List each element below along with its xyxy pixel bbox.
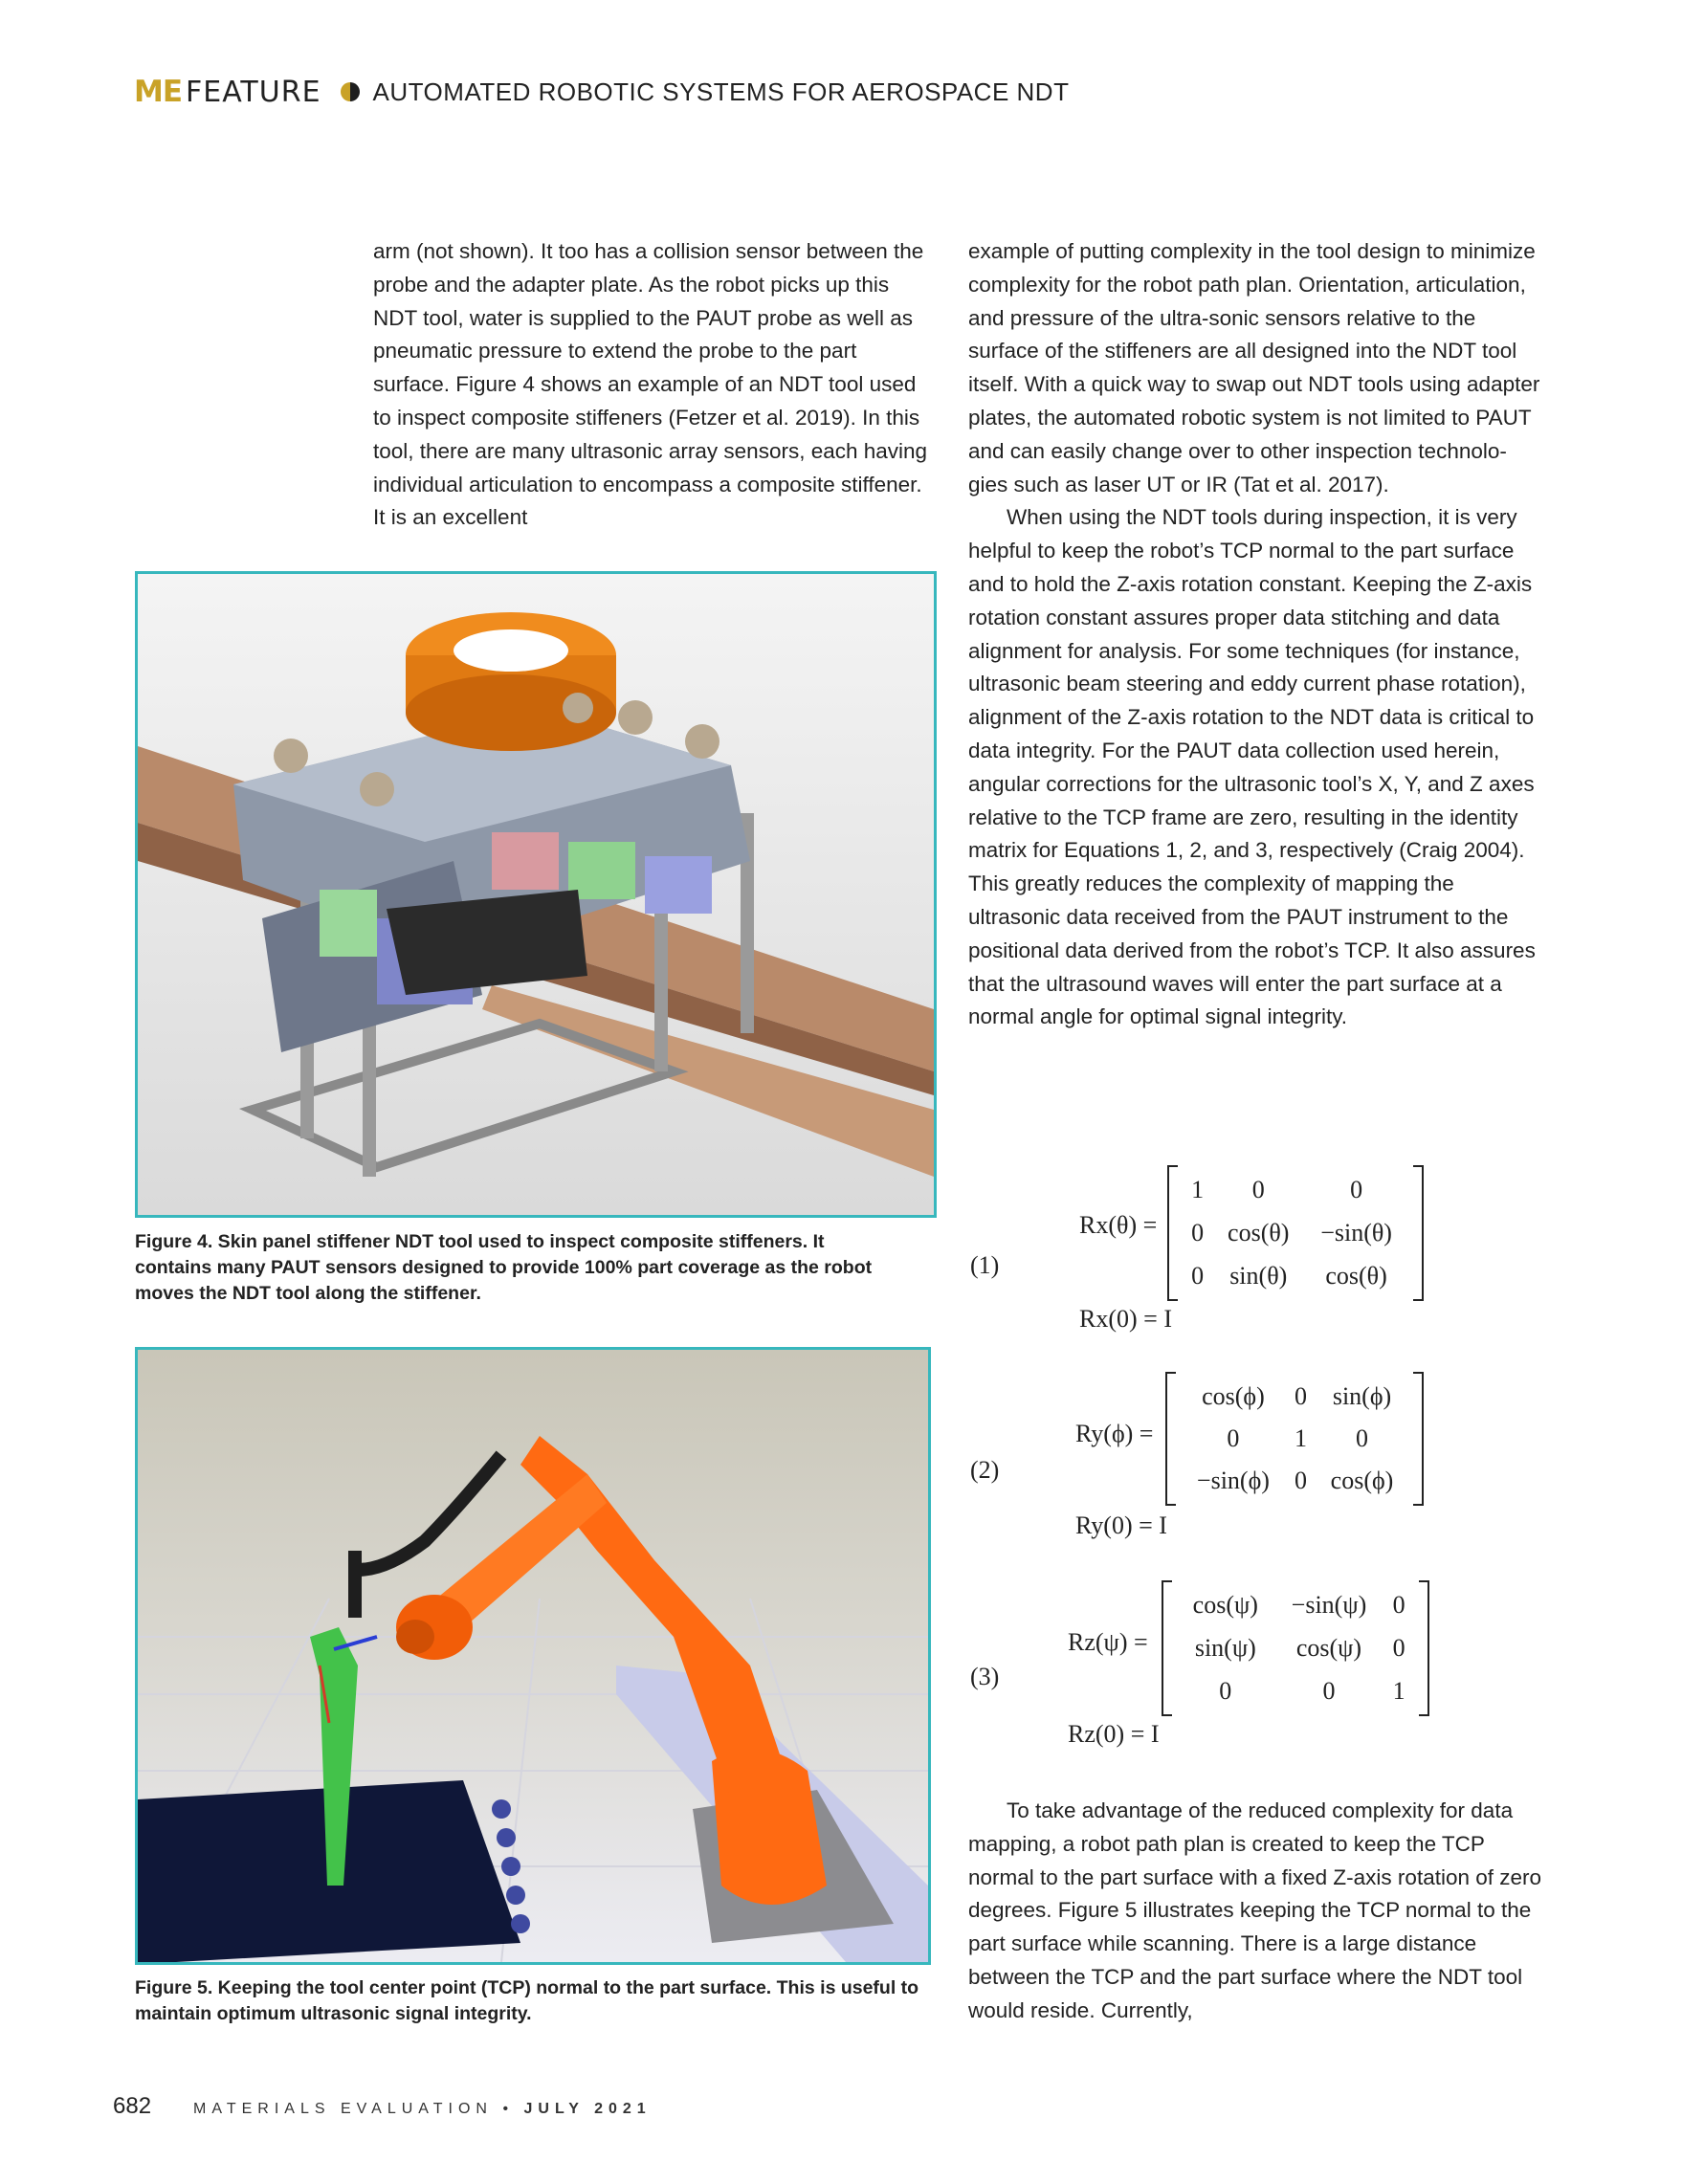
body-paragraph: example of putting complexity in the tool design to minimize complexity for the robot path plan. Orientation, articulation, and pressure of the ultra-sonic sensors relative to the surface of the stiffeners are all designed into the NDT tool itself. With a quick way to swap out NDT tools using adapter plates, the automated robotic system is not limited to PAUT and can easily change over to other inspection technolo-gies such as laser UT or IR (Tat et al. 2017).: [968, 239, 1540, 496]
matrix-cell: 0: [1392, 1591, 1405, 1620]
matrix-cell: 0: [1392, 1633, 1405, 1662]
matrix-cell: −sin(ϕ): [1196, 1467, 1270, 1494]
matrix-right-bracket: [1413, 1372, 1424, 1506]
body-paragraph: arm (not shown). It too has a collision sensor between the probe and the adapter plate. As the robot picks up this NDT tool, water is supplied to the PAUT probe as well as pneumatic pressure to extend the probe to the part surface. Figure 4 shows an example of an NDT tool used to inspect composite stiffeners (Fetzer et al. 2019). In this tool, there are many ultrasonic array sensors, each having individual articulation to encompass a composite stiffener. It is an excellent: [373, 239, 928, 530]
matrix-cell: 0: [1350, 1176, 1363, 1204]
equation-1-lhs: Rx(θ) =: [1079, 1211, 1158, 1239]
matrix-cell: 0: [1294, 1382, 1307, 1410]
body-paragraph: When using the NDT tools during inspection, it is very helpful to keep the robot’s TCP normal to the part surface and to hold the Z-axis rotation constant. Keeping the Z-axis rotation constant assures proper data stitching and data alignment for analysis. For some techniques (for instance, ultrasonic beam steering and eddy current phase rotation), alignment of the Z-axis rotation to the NDT data is critical to data integrity. For the PAUT data collection used herein, angular corrections for the ultrasonic tool’s X, Y, and Z axes relative to the TCP frame are zero, resulting in the identity matrix for Equations 1, 2, and 3, respectively (Craig 2004). This greatly reduces the complexity of mapping the ultrasonic data received from the PAUT instrument to the positional data derived from the robot’s TCP. It also assures that the ultrasound waves will enter the part surface at a normal angle for optimal signal integrity.: [968, 505, 1536, 1029]
matrix-left-bracket: [1167, 1165, 1178, 1301]
matrix-cell: 1: [1191, 1176, 1205, 1204]
equation-3-number: (3): [970, 1663, 1000, 1690]
issue-date: JULY 2021: [523, 2101, 652, 2117]
figure-4-image: [135, 571, 937, 1218]
figure-4-caption: Figure 4. Skin panel stiffener NDT tool used to inspect composite stiffeners. It contains many PAUT sensors designed to provide 100% part coverage as the robot moves the NDT tool along the stiffener.: [135, 1231, 873, 1304]
matrix-cell: 0: [1227, 1424, 1240, 1452]
figure-5-image: [135, 1347, 931, 1965]
matrix-cell: sin(θ): [1229, 1261, 1288, 1290]
page-footer: [113, 2093, 652, 2120]
right-column-bottom: [968, 1795, 1542, 2028]
equation-2-number: (2): [970, 1456, 1000, 1484]
matrix-cell: 0: [1322, 1676, 1336, 1705]
matrix-cell: cos(ϕ): [1202, 1382, 1265, 1410]
matrix-cell: 0: [1294, 1467, 1307, 1494]
equation-2-identity: Ry(0) = I: [1075, 1511, 1167, 1539]
matrix-cell: 0: [1356, 1424, 1369, 1452]
equation-1-identity: Rx(0) = I: [1079, 1305, 1172, 1333]
equation-3-identity: Rz(0) = I: [1068, 1720, 1160, 1748]
matrix-left-bracket: [1162, 1580, 1172, 1716]
equation-2-matrix: [1165, 1372, 1424, 1506]
journal-name: [193, 2101, 652, 2118]
equation-1-number: (1): [970, 1251, 1000, 1279]
feature-label: FEATURE: [186, 75, 321, 109]
matrix-cell: cos(ψ): [1295, 1633, 1362, 1662]
body-paragraph: To take advantage of the reduced complexity for data mapping, a robot path plan is created to keep the TCP normal to the part surface with a fixed Z-axis rotation of zero degrees. Figure 5 illustrates keeping the TCP normal to the part surface while scanning. There is a large distance between the TCP and the part surface where the NDT tool would reside. Currently,: [968, 1798, 1542, 2022]
half-circle-icon: [341, 82, 360, 101]
matrix-cell: −sin(ψ): [1291, 1591, 1367, 1620]
right-column: [968, 235, 1542, 1034]
matrix-cell: 0: [1219, 1676, 1232, 1705]
matrix-cell: sin(ψ): [1194, 1633, 1256, 1662]
matrix-cell: cos(ϕ): [1330, 1467, 1394, 1494]
equation-2-lhs: Ry(ϕ) =: [1075, 1420, 1154, 1447]
matrix-cell: 1: [1294, 1424, 1307, 1452]
ndt-tool-illustration: [138, 574, 934, 1215]
running-header: [134, 73, 1069, 111]
section-topic: AUTOMATED ROBOTIC SYSTEMS FOR AEROSPACE NDT: [372, 77, 1070, 106]
me-logo: ME: [134, 75, 183, 109]
robot-simulation-illustration: [138, 1350, 928, 1962]
matrix-cell: −sin(θ): [1320, 1218, 1392, 1246]
matrix-cell: 0: [1191, 1218, 1205, 1246]
equation-3-matrix: [1162, 1580, 1429, 1716]
equation-3-lhs: Rz(ψ) =: [1068, 1628, 1148, 1656]
matrix-cell: 0: [1191, 1261, 1205, 1290]
matrix-right-bracket: [1419, 1580, 1429, 1716]
left-column: [373, 235, 938, 535]
matrix-right-bracket: [1413, 1165, 1424, 1301]
journal-title: MATERIALS EVALUATION: [193, 2101, 493, 2117]
matrix-cell: sin(ϕ): [1332, 1382, 1392, 1410]
matrix-cell: cos(θ): [1228, 1218, 1290, 1246]
equation-1-matrix: [1167, 1165, 1424, 1301]
page-number: 682: [113, 2093, 152, 2119]
footer-separator: •: [502, 2101, 515, 2117]
matrix-cell: 0: [1251, 1176, 1265, 1204]
figure-5-caption: Figure 5. Keeping the tool center point (TCP) normal to the part surface. This is useful to maintain optimum ultrasonic signal integrity.: [135, 1977, 919, 2024]
matrix-cell: cos(ψ): [1192, 1591, 1258, 1620]
matrix-left-bracket: [1165, 1372, 1176, 1506]
matrix-cell: cos(θ): [1325, 1261, 1387, 1290]
matrix-cell: 1: [1392, 1676, 1405, 1705]
